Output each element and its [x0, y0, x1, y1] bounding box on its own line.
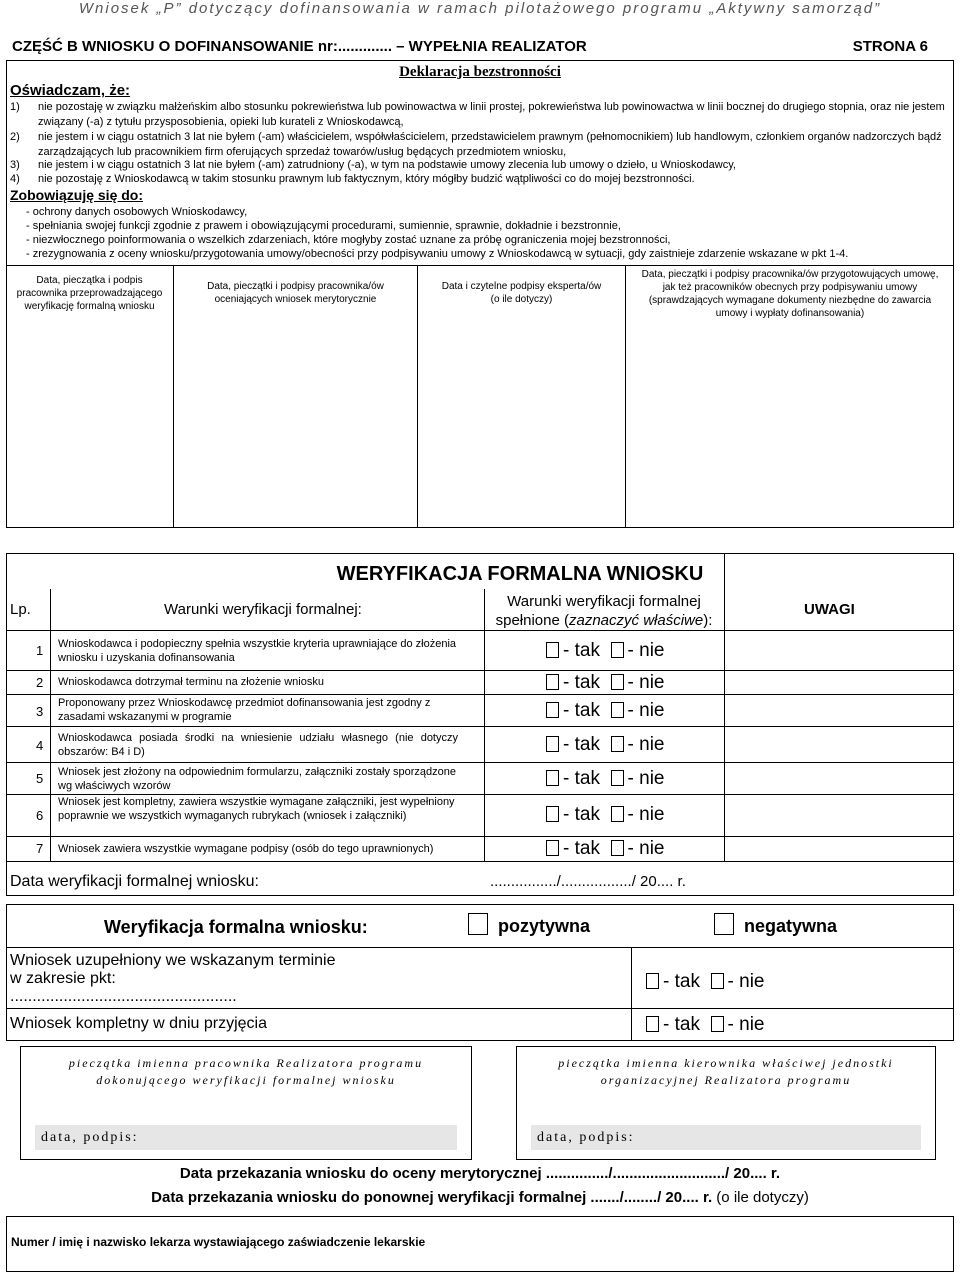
yes-no-choice[interactable] — [546, 700, 664, 722]
checkbox-icon[interactable] — [711, 973, 724, 989]
declaration-item — [10, 158, 950, 173]
signature-cell[interactable]: Data i czytelne podpisy eksperta/ów (o ile dotyczy) — [418, 266, 626, 528]
declaration-item-number: 4) — [10, 173, 20, 185]
part-title: CZĘŚĆ B WNIOSKU O DOFINANSOWANIE nr:............. – WYPEŁNIA REALIZATOR — [12, 38, 587, 55]
checkbox-icon[interactable] — [546, 642, 559, 658]
program-title: Wniosek „P” dotyczący dofinansowania w ramach pilotażowego programu „Aktywny samorząd” — [78, 0, 882, 17]
no-label: - nie — [727, 1014, 765, 1035]
yes-label: - tak — [663, 1014, 700, 1035]
stamp-manager — [516, 1046, 936, 1160]
no-label: - nie — [727, 971, 765, 992]
handover-merit: Data przekazania wniosku do oceny merytorycznej .............../.........................../ 20.... r. — [179, 1165, 781, 1182]
signature-cell[interactable]: Data, pieczątki i podpisy pracownika/ów przygotowujących umowę, jak też pracowników obecnych przy podpisywaniu umowy (sprawdzających wymagane dokumenty niezbędne do zawarcia umowy i wypłaty dofinansowania) — [641, 269, 939, 319]
stamp-manager-line2: organizacyjnej Realizatora programu — [600, 1073, 852, 1087]
result-positive-option[interactable] — [468, 913, 590, 937]
row-number: 2 — [36, 675, 44, 690]
yes-no-choice[interactable] — [546, 640, 664, 662]
yes-no-choice[interactable] — [546, 734, 664, 756]
stamp-employee-line1: pieczątka imienna pracownika Realizatora programu — [68, 1056, 424, 1070]
declaration-item-text: nie pozostaję z Wnioskodawcą w takim stosunku prawnym lub faktycznym, który mógłby budzić wątpliwości co do mojej bezstronności. — [38, 173, 695, 185]
verification-date-label: Data weryfikacji formalnej wniosku: — [10, 873, 259, 890]
checkbox-icon[interactable] — [714, 913, 734, 935]
table-row — [6, 630, 954, 670]
checkbox-icon[interactable] — [611, 736, 624, 752]
declaration-item — [10, 172, 950, 187]
commitment-item: - zrezygnowania z oceny wniosku/przygotowania umowy/obecności przy podpisywaniu umowy z Wnioskodawcą w sytuacji, gdy zaistnieje zdarzenie wskazane w pkt 1-4. — [26, 248, 849, 260]
declaration-lead: Oświadczam, że: — [10, 82, 131, 99]
declaration-item-number: 3) — [10, 159, 20, 171]
column-met-line2: spełnione ( — [495, 612, 569, 629]
checkbox-icon[interactable] — [611, 642, 624, 658]
doctor-label: Numer / imię i nazwisko lekarza wystawiającego zaświadczenie lekarskie — [11, 1235, 426, 1249]
yes-no-choice[interactable] — [546, 804, 664, 826]
doctor-box[interactable] — [6, 1216, 954, 1272]
row-number: 1 — [36, 643, 44, 658]
table-row — [6, 694, 954, 726]
row-number: 5 — [36, 771, 44, 786]
row-text: Wnioskodawca i podopieczny spełnia wszystkie kryteria uprawniające do złożenia wniosku i uzyskania dofinansowania — [58, 638, 457, 664]
complete-text: Wniosek kompletny w dniu przyjęcia — [10, 1015, 267, 1032]
commitment-item: - spełniania swojej funkcji zgodnie z prawem i obowiązującymi procedurami, sumiennie, sprawnie, dokładnie i bezstronnie, — [26, 220, 621, 232]
yes-label: - tak — [563, 838, 600, 859]
table-row — [6, 836, 954, 862]
stamp-employee-signature[interactable]: data, podpis: — [35, 1125, 457, 1150]
handover-reverification — [0, 1189, 960, 1206]
yes-no-choice[interactable] — [546, 838, 664, 860]
no-label: - nie — [627, 700, 665, 721]
checkbox-icon[interactable] — [646, 1016, 659, 1032]
row-text: Proponowany przez Wnioskodawcę przedmiot dofinansowania jest zgodny z zasadami wskazanymi w programie — [58, 697, 431, 723]
checkbox-icon[interactable] — [611, 840, 624, 856]
yes-label: - tak — [563, 700, 600, 721]
stamp-manager-line1: pieczątka imienna kierownika właściwej jednostki — [558, 1056, 894, 1070]
column-met-italic: zaznaczyć właściwe — [569, 612, 704, 629]
row-text: Wniosek jest złożony na odpowiednim formularzu, załączniki zostały sporządzone wg właściwych wzorów — [58, 766, 457, 792]
result-label: Weryfikacja formalna wniosku: — [104, 917, 368, 937]
column-conditions: Warunki weryfikacji formalnej: — [164, 601, 362, 618]
table-row — [6, 726, 954, 762]
handover-reverification-bold: Data przekazania wniosku do ponownej weryfikacji formalnej ......./......../ 20.... r. — [151, 1189, 713, 1206]
no-label: - nie — [627, 734, 665, 755]
column-met — [492, 592, 716, 630]
checkbox-icon[interactable] — [646, 973, 659, 989]
row-number: 7 — [36, 841, 44, 856]
checkbox-icon[interactable] — [546, 736, 559, 752]
declaration-item — [10, 130, 950, 160]
no-label: - nie — [627, 672, 665, 693]
yes-no-choice[interactable] — [546, 768, 664, 790]
no-label: - nie — [627, 838, 665, 859]
yes-no-choice[interactable] — [546, 672, 664, 694]
yes-label: - tak — [563, 672, 600, 693]
supplement-text — [10, 952, 390, 1006]
row-text: Wniosek jest kompletny, zawiera wszystkie wymagane załączniki, jest wypełniony poprawnie we wszystkich wymaganych rubrykach (wniosek i załączniki) — [58, 796, 455, 822]
stamp-employee-line2: dokonującego weryfikacji formalnej wniosku — [96, 1073, 396, 1087]
supplement-choice[interactable] — [646, 971, 764, 993]
yes-label: - tak — [563, 768, 600, 789]
commitments-lead: Zobowiązuję się do: — [10, 187, 144, 203]
verification-title: WERYFIKACJA FORMALNA WNIOSKU — [336, 563, 704, 585]
row-number: 4 — [36, 738, 44, 753]
commitment-item: - niezwłocznego poinformowania o wszelkich zdarzeniach, które mogłyby zostać uznane za próbę ograniczenia mojej bezstronności, — [26, 234, 671, 246]
checkbox-icon[interactable] — [546, 674, 559, 690]
checkbox-icon[interactable] — [611, 674, 624, 690]
yes-label: - tak — [563, 804, 600, 825]
declaration-item-number: 2) — [10, 131, 20, 143]
positive-label: pozytywna — [498, 916, 591, 936]
no-label: - nie — [627, 804, 665, 825]
yes-label: - tak — [563, 734, 600, 755]
signature-cell[interactable]: Data, pieczątki i podpisy pracownika/ów oceniających wniosek merytorycznie — [174, 266, 418, 528]
complete-choice[interactable] — [646, 1014, 764, 1036]
column-lp: Lp. — [10, 601, 31, 618]
row-number: 6 — [36, 808, 44, 823]
stamp-employee — [20, 1046, 472, 1160]
column-notes: UWAGI — [804, 601, 855, 618]
handover-reverification-note: (o ile dotyczy) — [712, 1189, 809, 1206]
declaration-item-number: 1) — [10, 101, 20, 113]
page-number: STRONA 6 — [852, 38, 928, 55]
negative-label: negatywna — [744, 916, 838, 936]
checkbox-icon[interactable] — [711, 1016, 724, 1032]
checkbox-icon[interactable] — [546, 840, 559, 856]
commitment-item: - ochrony danych osobowych Wnioskodawcy, — [26, 206, 248, 218]
declaration-title: Deklaracja bezstronności — [399, 64, 561, 80]
supplement-line1: Wniosek uzupełniony we wskazanym terminie — [10, 952, 336, 969]
declaration-item-text: nie jestem i w ciągu ostatnich 3 lat nie byłem (-am) zatrudniony (-a), w tym na podstawie umowy zlecenia lub umowy o dzieło, u Wnioskodawcy, — [38, 159, 736, 171]
column-met-line1: Warunki weryfikacji formalnej — [507, 593, 701, 610]
checkbox-icon[interactable] — [546, 770, 559, 786]
no-label: - nie — [627, 768, 665, 789]
supplement-line3[interactable]: ................................................... — [10, 988, 237, 1005]
checkbox-icon[interactable] — [611, 770, 624, 786]
declaration-item-text: nie pozostaję w związku małżeńskim albo stosunku pokrewieństwa lub powinowactwa w linii prostej, pokrewieństwa lub powinowactwa w linii bocznej do drugiego stopnia, oraz nie jestem związany (-a) z tytułu przysposobienia, opieki lub kurateli z Wnioskodawcą, — [38, 101, 945, 128]
row-text: Wnioskodawca posiada środki na wniesienie udziału własnego (nie dotyczy obszarów: B4 i D) — [58, 732, 458, 758]
table-row — [6, 794, 954, 836]
row-text: Wnioskodawca dotrzymał terminu na złożenie wniosku — [58, 676, 324, 688]
row-text: Wniosek zawiera wszystkie wymagane podpisy (osób do tego uprawnionych) — [58, 843, 434, 855]
checkbox-icon[interactable] — [468, 913, 488, 935]
declaration-item — [10, 100, 950, 130]
stamp-manager-signature[interactable]: data, podpis: — [531, 1125, 921, 1150]
verification-date-field[interactable]: ................/................./ 20.... r. — [490, 873, 686, 890]
signature-row — [6, 265, 954, 528]
yes-label: - tak — [663, 971, 700, 992]
checkbox-icon[interactable] — [546, 806, 559, 822]
yes-label: - tak — [563, 640, 600, 661]
row-number: 3 — [36, 704, 44, 719]
no-label: - nie — [627, 640, 665, 661]
checkbox-icon[interactable] — [611, 806, 624, 822]
signature-cell[interactable]: Data, pieczątka i podpis pracownika przeprowadzającego weryfikację formalną wniosku — [6, 266, 174, 528]
column-met-line3: ): — [703, 612, 713, 629]
supplement-line2: w zakresie pkt: — [10, 970, 116, 987]
table-row — [6, 670, 954, 694]
checkbox-icon[interactable] — [546, 702, 559, 718]
result-negative-option[interactable] — [714, 913, 837, 937]
table-row — [6, 762, 954, 794]
declaration-item-text: nie jestem i w ciągu ostatnich 3 lat nie byłem (-am) właścicielem, współwłaścicielem, przedstawicielem prawnym (pełnomocnikiem) lub handlowym, członkiem organów nadzorczych bądź zarządzających lub pracownikiem firm oferujących sprzedaż towarów/usług będących przedmiotem wniosku, — [38, 131, 942, 158]
checkbox-icon[interactable] — [611, 702, 624, 718]
